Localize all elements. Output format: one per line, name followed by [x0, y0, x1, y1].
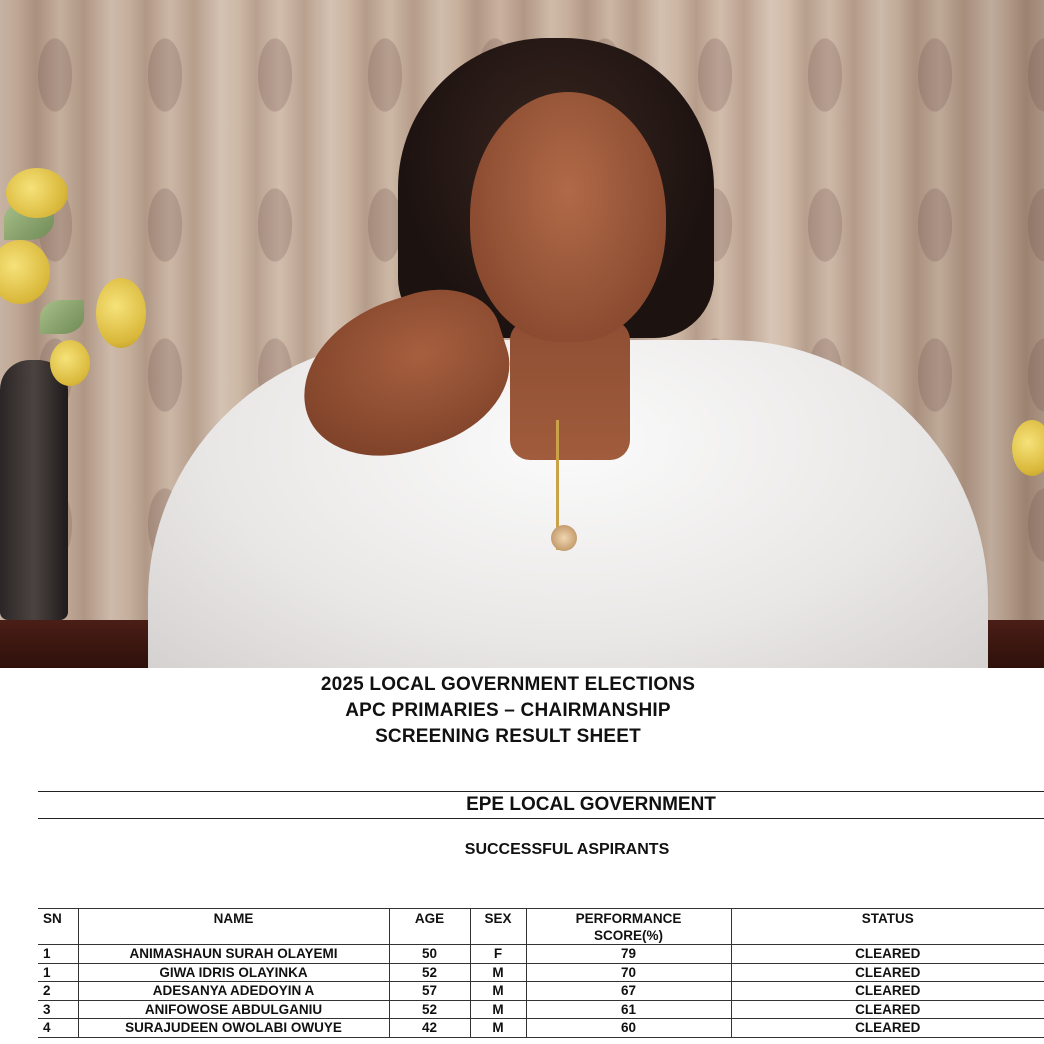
cell-age: 57 — [389, 982, 470, 1001]
table-row — [38, 1000, 1044, 1019]
table-row — [38, 1019, 1044, 1038]
cell-name: ANIMASHAUN SURAH OLAYEMI — [78, 945, 389, 964]
person-face — [470, 92, 666, 342]
cell-sex: M — [470, 963, 526, 982]
yellow-flower — [96, 278, 146, 348]
cell-status: CLEARED — [731, 945, 1044, 964]
results-table — [38, 908, 1044, 1038]
divider-top — [38, 791, 1044, 792]
header-sex: SEX — [470, 909, 526, 945]
cell-sn: 2 — [38, 982, 78, 1001]
cell-score: 67 — [526, 982, 731, 1001]
section-title: SUCCESSFUL ASPIRANTS — [464, 841, 670, 858]
table-row — [38, 982, 1044, 1001]
cell-name: ANIFOWOSE ABDULGANIU — [78, 1000, 389, 1019]
table-header-row — [38, 909, 1044, 945]
cell-score: 61 — [526, 1000, 731, 1019]
divider-bottom — [38, 818, 1044, 819]
cell-age: 52 — [389, 1000, 470, 1019]
cell-status: CLEARED — [731, 982, 1044, 1001]
cell-status: CLEARED — [731, 1000, 1044, 1019]
cell-score: 60 — [526, 1019, 731, 1038]
title-line-1: 2025 LOCAL GOVERNMENT ELECTIONS — [320, 674, 696, 695]
yellow-flower — [6, 168, 68, 218]
header-score-line-2: SCORE(%) — [593, 928, 663, 943]
cell-sex: M — [470, 1000, 526, 1019]
flower-leaf — [40, 300, 84, 334]
cell-status: CLEARED — [731, 1019, 1044, 1038]
cell-name: ADESANYA ADEDOYIN A — [78, 982, 389, 1001]
necklace-pendant — [551, 525, 577, 551]
cell-status: CLEARED — [731, 963, 1044, 982]
flower-vase — [0, 360, 68, 620]
header-age: AGE — [389, 909, 470, 945]
cell-name: SURAJUDEEN OWOLABI OWUYE — [78, 1019, 389, 1038]
header-status: STATUS — [731, 909, 1044, 945]
cell-age: 50 — [389, 945, 470, 964]
table-row — [38, 963, 1044, 982]
cell-sn: 3 — [38, 1000, 78, 1019]
cell-score: 79 — [526, 945, 731, 964]
local-government-name: EPE LOCAL GOVERNMENT — [466, 794, 716, 815]
cell-age: 42 — [389, 1019, 470, 1038]
header-name: NAME — [78, 909, 389, 945]
cell-sn: 4 — [38, 1019, 78, 1038]
cell-sex: F — [470, 945, 526, 964]
header-sn: SN — [38, 909, 78, 945]
cell-name: GIWA IDRIS OLAYINKA — [78, 963, 389, 982]
result-sheet — [0, 668, 1044, 1044]
header-score-line-1: PERFORMANCE — [575, 911, 682, 926]
cell-sex: M — [470, 982, 526, 1001]
cell-sex: M — [470, 1019, 526, 1038]
table-row — [38, 945, 1044, 964]
yellow-flower — [50, 340, 90, 386]
cell-sn: 1 — [38, 945, 78, 964]
header-performance-score — [526, 909, 731, 945]
title-line-2: APC PRIMARIES – CHAIRMANSHIP — [345, 700, 671, 721]
cell-sn: 1 — [38, 963, 78, 982]
title-line-3: SCREENING RESULT SHEET — [375, 726, 641, 747]
yellow-flower — [1012, 420, 1044, 476]
cell-score: 70 — [526, 963, 731, 982]
cell-age: 52 — [389, 963, 470, 982]
